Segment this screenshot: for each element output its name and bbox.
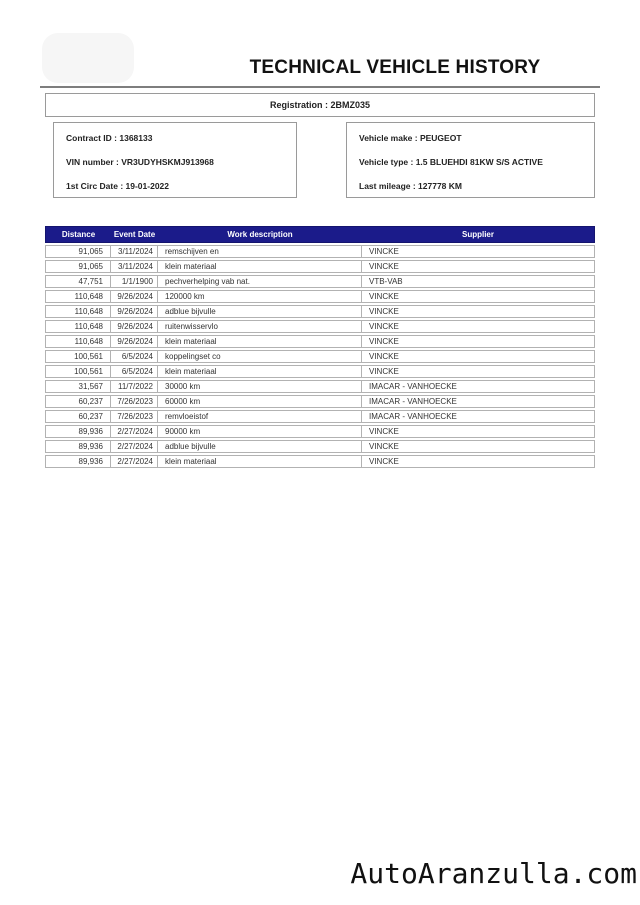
supplier-cell: IMACAR - VANHOECKE — [369, 382, 457, 391]
table-row — [45, 350, 595, 363]
table-row — [45, 455, 595, 468]
table-row — [45, 365, 595, 378]
work-description-cell: adblue bijvulle — [158, 306, 362, 317]
event-date-cell: 2/27/2024 — [111, 456, 158, 467]
vehicle-info-box — [346, 122, 595, 198]
site-watermark: AutoAranzulla.com — [350, 857, 637, 890]
event-date-cell: 9/26/2024 — [111, 336, 158, 347]
event-date-cell: 6/5/2024 — [111, 351, 158, 362]
work-description-cell: pechverhelping vab nat. — [158, 276, 362, 287]
table-row — [45, 245, 595, 258]
work-description-cell: klein materiaal — [158, 456, 362, 467]
work-description-cell: 90000 km — [158, 426, 362, 437]
supplier-cell: VINCKE — [369, 442, 399, 451]
vehicle-make-line: Vehicle make : PEUGEOT — [359, 133, 462, 143]
event-date-cell: 7/26/2023 — [111, 411, 158, 422]
supplier-cell: VINCKE — [369, 367, 399, 376]
work-description-cell: adblue bijvulle — [158, 441, 362, 452]
supplier-cell: VINCKE — [369, 262, 399, 271]
page-title: TECHNICAL VEHICLE HISTORY — [249, 57, 541, 78]
event-date-cell: 9/26/2024 — [111, 306, 158, 317]
work-description-column-header: Work description — [227, 230, 293, 239]
first-circ-date-line: 1st Circ Date : 19-01-2022 — [66, 181, 170, 191]
event-date-cell: 3/11/2024 — [111, 246, 158, 257]
supplier-cell: VINCKE — [369, 337, 399, 346]
contract-info-box — [53, 122, 297, 198]
work-description-cell: klein materiaal — [158, 261, 362, 272]
event-date-cell: 9/26/2024 — [111, 321, 158, 332]
distance-cell: 91,065 — [46, 261, 111, 272]
supplier-cell: VINCKE — [369, 457, 399, 466]
table-row — [45, 335, 595, 348]
table-row — [45, 305, 595, 318]
supplier-cell: VINCKE — [369, 307, 399, 316]
supplier-cell: VINCKE — [369, 322, 399, 331]
work-description-cell: 120000 km — [158, 291, 362, 302]
table-row — [45, 425, 595, 438]
distance-cell: 100,561 — [46, 366, 111, 377]
supplier-column-header: Supplier — [461, 230, 494, 239]
supplier-cell: VINCKE — [369, 292, 399, 301]
event-date-cell: 6/5/2024 — [111, 366, 158, 377]
distance-cell: 31,567 — [46, 381, 111, 392]
supplier-cell: VINCKE — [369, 352, 399, 361]
work-description-cell: klein materiaal — [158, 336, 362, 347]
supplier-cell: VINCKE — [369, 427, 399, 436]
event-date-cell: 2/27/2024 — [111, 426, 158, 437]
table-header-row — [45, 226, 595, 243]
work-description-cell: remvloeistof — [158, 411, 362, 422]
history-table — [45, 226, 595, 468]
logo-placeholder — [42, 33, 134, 83]
distance-cell: 89,936 — [46, 426, 111, 437]
table-row — [45, 395, 595, 408]
registration-box — [45, 93, 595, 117]
distance-cell: 91,065 — [46, 246, 111, 257]
event-date-column-header: Event Date — [113, 230, 156, 239]
vehicle-type-line: Vehicle type : 1.5 BLUEHDI 81KW S/S ACTIVE — [359, 157, 543, 167]
distance-cell: 60,237 — [46, 396, 111, 407]
supplier-cell: VTB-VAB — [369, 277, 403, 286]
vin-number-line: VIN number : VR3UDYHSKMJ913968 — [66, 157, 214, 167]
contract-id-line: Contract ID : 1368133 — [66, 133, 153, 143]
distance-column-header: Distance — [61, 230, 96, 239]
event-date-cell: 3/11/2024 — [111, 261, 158, 272]
event-date-cell: 7/26/2023 — [111, 396, 158, 407]
distance-cell: 110,648 — [46, 291, 111, 302]
history-table-body — [45, 245, 595, 468]
table-row — [45, 260, 595, 273]
distance-cell: 89,936 — [46, 456, 111, 467]
title-divider — [40, 86, 600, 88]
event-date-cell: 1/1/1900 — [111, 276, 158, 287]
registration-text: Registration : 2BMZ035 — [269, 100, 371, 110]
event-date-cell: 11/7/2022 — [111, 381, 158, 392]
work-description-cell: koppelingset co — [158, 351, 362, 362]
work-description-cell: 60000 km — [158, 396, 362, 407]
distance-cell: 47,751 — [46, 276, 111, 287]
supplier-cell: IMACAR - VANHOECKE — [369, 412, 457, 421]
last-mileage-line: Last mileage : 127778 KM — [359, 181, 462, 191]
supplier-cell: VINCKE — [369, 247, 399, 256]
table-row — [45, 410, 595, 423]
event-date-cell: 2/27/2024 — [111, 441, 158, 452]
distance-cell: 110,648 — [46, 336, 111, 347]
work-description-cell: remschijven en — [158, 246, 362, 257]
table-row — [45, 320, 595, 333]
table-row — [45, 290, 595, 303]
event-date-cell: 9/26/2024 — [111, 291, 158, 302]
work-description-cell: 30000 km — [158, 381, 362, 392]
table-row — [45, 275, 595, 288]
table-row — [45, 440, 595, 453]
work-description-cell: ruitenwisservlo — [158, 321, 362, 332]
distance-cell: 89,936 — [46, 441, 111, 452]
work-description-cell: klein materiaal — [158, 366, 362, 377]
distance-cell: 110,648 — [46, 306, 111, 317]
distance-cell: 100,561 — [46, 351, 111, 362]
distance-cell: 60,237 — [46, 411, 111, 422]
table-row — [45, 380, 595, 393]
distance-cell: 110,648 — [46, 321, 111, 332]
supplier-cell: IMACAR - VANHOECKE — [369, 397, 457, 406]
